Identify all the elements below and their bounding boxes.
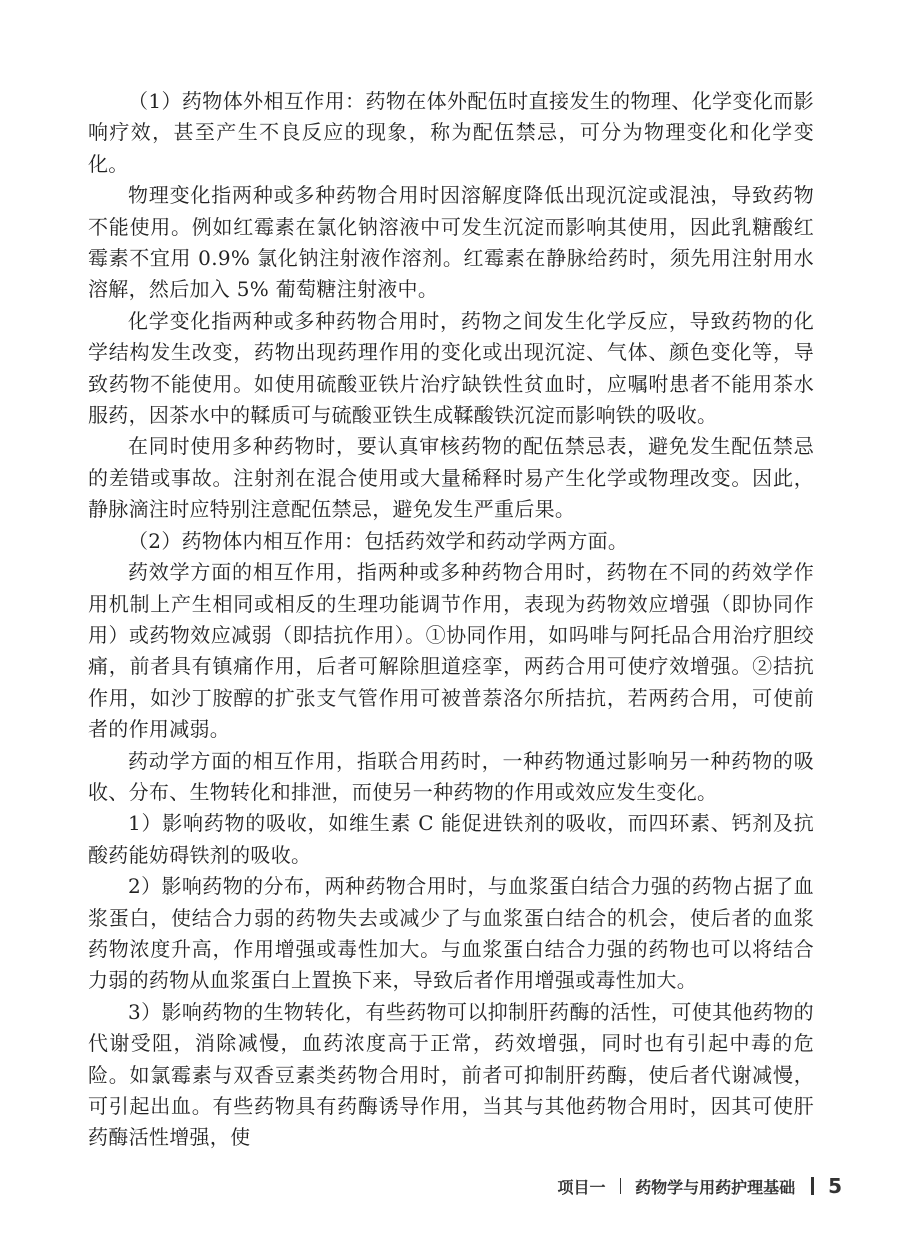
footer-divider [620,1178,622,1194]
paragraph-in-vitro-interaction: （1）药物体外相互作用：药物在体外配伍时直接发生的物理、化学变化而影响疗效，甚至产生不良反应的现象，称为配伍禁忌，可分为物理变化和化学变化。 [88,89,814,176]
footer-divider-thick [811,1177,814,1195]
paragraph-pharmacodynamics: 药效学方面的相互作用，指两种或多种药物合用时，药物在不同的药效学作用机制上产生相同或相反的生理功能调节作用，表现为药物效应增强（即协同作用）或药物效应减弱（即拮抗作用）。①协同作用，如吗啡与阿托品合用治疗胆绞痛，前者具有镇痛作用，后者可解除胆道痉挛，两药合用可使疗效增强。②拮抗作用，如沙丁胺醇的扩张支气管作用可被普萘洛尔所拮抗，若两药合用，可使前者的作用减弱。 [88,560,814,742]
page-footer [558,1172,842,1200]
footer-chapter: 药物学与用药护理基础 [635,1177,796,1197]
paragraph-biotransformation: 3）影响药物的生物转化，有些药物可以抑制肝药酶的活性，可使其他药物的代谢受阻，消除减慢，血药浓度高于正常，药效增强，同时也有引起中毒的危险。如氯霉素与双香豆素类药物合用时，前者可抑制肝药酶，使后者代谢减慢，可引起出血。有些药物具有药酶诱导作用，当其与其他药物合用时，因其可使肝药酶活性增强，使 [88,999,814,1150]
page-number: 5 [828,1174,842,1198]
paragraph-pharmacokinetics: 药动学方面的相互作用，指联合用药时，一种药物通过影响另一种药物的吸收、分布、生物转化和排泄，而使另一种药物的作用或效应发生变化。 [88,748,814,804]
paragraph-absorption: 1）影响药物的吸收，如维生素 C 能促进铁剂的吸收，而四环素、钙剂及抗酸药能妨碍铁剂的吸收。 [88,811,814,867]
paragraph-physical-change: 物理变化指两种或多种药物合用时因溶解度降低出现沉淀或混浊，导致药物不能使用。例如红霉素在氯化钠溶液中可发生沉淀而影响其使用，因此乳糖酸红霉素不宜用 0.9% 氯化钠注射液作溶剂。红霉素在静脉给药时，须先用注射用水溶解，然后加入 5% 葡萄糖注射液中。 [88,183,814,302]
paragraph-in-vivo-interaction: （2）药物体内相互作用：包括药效学和药动学两方面。 [128,528,629,553]
paragraph-chemical-change: 化学变化指两种或多种药物合用时，药物之间发生化学反应，导致药物的化学结构发生改变，药物出现药理作用的变化或出现沉淀、气体、颜色变化等，导致药物不能使用。如使用硫酸亚铁片治疗缺铁性贫血时，应嘱咐患者不能用茶水服药，因茶水中的鞣质可与硫酸亚铁生成鞣酸铁沉淀而影响铁的吸收。 [88,308,814,428]
paragraph-incompatibility-review: 在同时使用多种药物时，要认真审核药物的配伍禁忌表，避免发生配伍禁忌的差错或事故。注射剂在混合使用或大量稀释时易产生化学或物理改变。因此，静脉滴注时应特别注意配伍禁忌，避免发生严重后果。 [88,434,814,522]
footer-project: 项目一 [557,1177,606,1197]
paragraph-distribution: 2）影响药物的分布，两种药物合用时，与血浆蛋白结合力强的药物占据了血浆蛋白，使结合力弱的药物失去或减少了与血浆蛋白结合的机会，使后者的血浆药物浓度升高，作用增强或毒性加大。与血浆蛋白结合力强的药物也可以将结合力弱的药物从血浆蛋白上置换下来，导致后者作用增强或毒性加大。 [88,874,814,993]
page-body [88,86,814,1154]
